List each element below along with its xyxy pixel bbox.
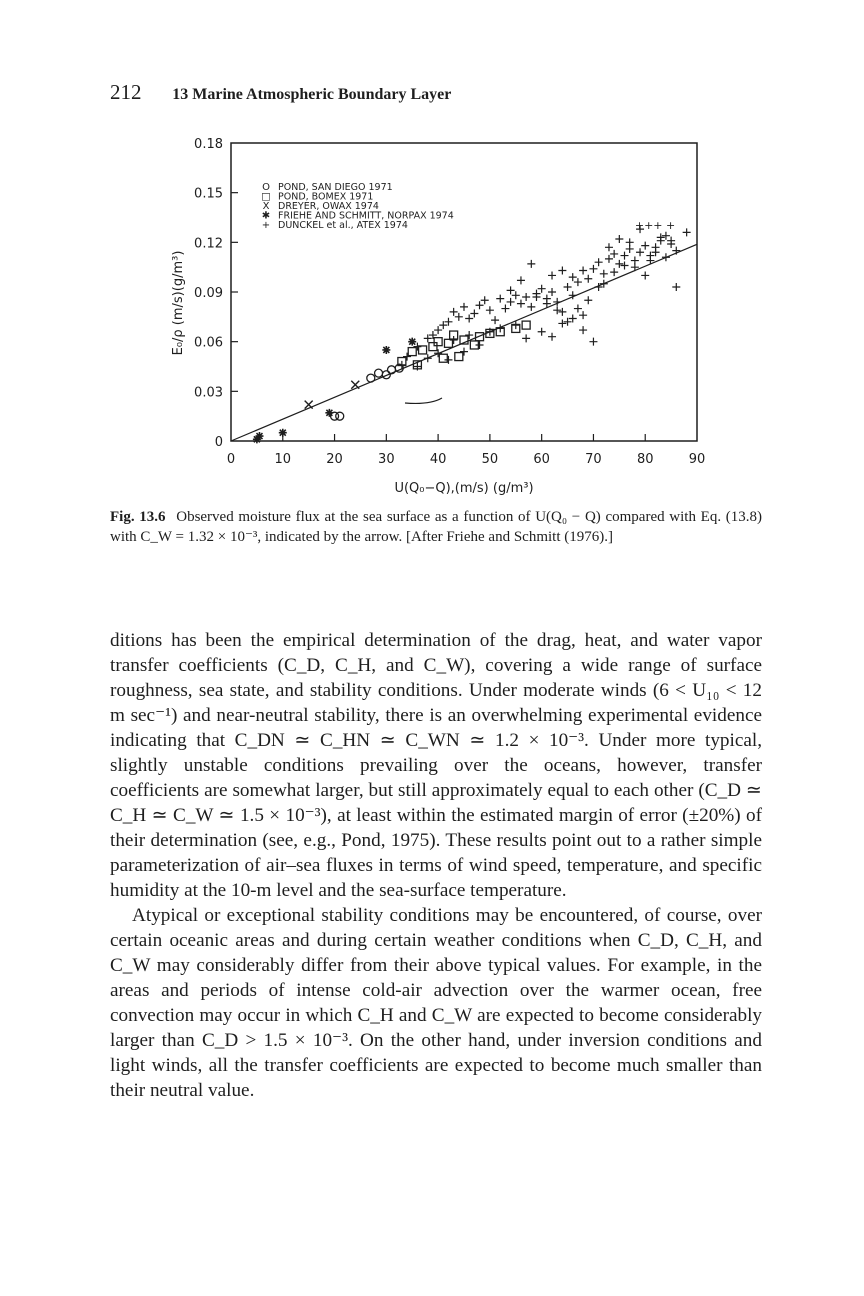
- y-tick-label: 0.06: [194, 335, 223, 351]
- square-marker: [455, 353, 463, 361]
- circle-marker: [336, 412, 344, 420]
- plus-marker: [584, 275, 592, 283]
- plus-marker: [507, 286, 515, 294]
- plus-marker: [558, 266, 566, 274]
- plus-marker: [522, 293, 530, 301]
- plus-marker: [621, 252, 629, 260]
- x-tick-label: 60: [533, 452, 550, 467]
- plus-marker: [486, 306, 494, 314]
- legend-label: POND, BOMEX 1971: [278, 191, 374, 203]
- square-marker: [429, 343, 437, 351]
- plus-marker: [522, 334, 530, 342]
- plus-marker: [610, 250, 618, 258]
- square-marker: [434, 338, 442, 346]
- star-marker: [325, 409, 333, 417]
- plus-marker: [527, 303, 535, 311]
- plus-marker: [615, 260, 623, 268]
- y-tick-label: 0: [214, 435, 223, 450]
- plus-marker: [434, 326, 442, 334]
- x-tick-label: 50: [481, 452, 499, 467]
- fit-line: [231, 244, 697, 441]
- plus-marker: [507, 298, 515, 306]
- y-tick-label: 0.12: [194, 236, 223, 252]
- plus-marker: [672, 283, 680, 291]
- plus-marker: [558, 308, 566, 316]
- page-number: 212: [110, 80, 142, 104]
- legend-symbol: □: [261, 191, 271, 203]
- arrow-indicator: [405, 398, 442, 403]
- plus-marker: [460, 303, 468, 311]
- chapter-title: 13 Marine Atmospheric Boundary Layer: [172, 86, 452, 103]
- plus-marker: [538, 328, 546, 336]
- plus-marker: [548, 288, 556, 296]
- y-tick-label: 0.18: [194, 137, 223, 152]
- x-tick-label: 40: [429, 452, 447, 467]
- plus-marker: [662, 232, 670, 240]
- x-tick-label: 90: [688, 452, 706, 467]
- plus-marker: [403, 353, 411, 361]
- legend-label: DUNCKEL et al., ATEX 1974: [278, 220, 408, 231]
- plus-marker: [496, 295, 504, 303]
- plus-marker: [476, 301, 484, 309]
- plus-marker: [538, 285, 546, 293]
- plus-marker: [481, 296, 489, 304]
- plus-marker: [610, 268, 618, 276]
- y-tick-label: 0.03: [194, 385, 223, 401]
- plus-marker: [548, 333, 556, 341]
- plus-marker: [476, 341, 484, 349]
- plus-marker: [548, 271, 556, 279]
- plus-marker: [450, 308, 458, 316]
- plus-marker: [424, 354, 432, 362]
- plus-marker: [569, 273, 577, 281]
- plus-marker: [465, 314, 473, 322]
- legend-label: DREYER, OWAX 1974: [278, 201, 379, 212]
- plus-marker: [636, 248, 644, 256]
- plus-marker: [460, 348, 468, 356]
- plus-marker: [615, 235, 623, 243]
- plus-marker: [672, 247, 680, 255]
- star-marker: [382, 346, 390, 354]
- plus-marker: [641, 242, 649, 250]
- data-points: [253, 225, 691, 443]
- caption-text: Observed moisture flux at the sea surface as a function of U(Q₀ − Q) compared with Eq. (13.8) with C_W = 1.32 × 10⁻³, indicated by the arrow. [After Friehe and Schmitt (1976).]: [110, 509, 763, 545]
- plus-marker: [470, 310, 478, 318]
- plus-marker: [491, 316, 499, 324]
- plus-marker: [527, 260, 535, 268]
- x-axis: [227, 434, 705, 467]
- plus-marker: [558, 319, 566, 327]
- plus-marker: [579, 326, 587, 334]
- plus-marker: [641, 271, 649, 279]
- circle-marker: [367, 374, 375, 382]
- plus-marker: [517, 276, 525, 284]
- plus-marker: [683, 228, 691, 236]
- annotation: +++ +: [634, 219, 676, 233]
- plus-marker: [512, 291, 520, 299]
- plus-marker: [605, 255, 613, 263]
- plus-marker: [553, 306, 561, 314]
- plus-marker: [517, 300, 525, 308]
- scatter-chart: [0, 0, 864, 500]
- plus-marker: [600, 270, 608, 278]
- x-marker: [351, 381, 359, 389]
- x-tick-label: 70: [585, 452, 602, 467]
- plus-marker: [605, 243, 613, 251]
- body-text: [110, 628, 762, 1103]
- plus-marker: [584, 296, 592, 304]
- y-tick-label: 0.15: [194, 186, 223, 202]
- plus-marker: [564, 283, 572, 291]
- x-tick-label: 0: [226, 452, 236, 467]
- square-marker: [439, 354, 447, 362]
- legend-symbol: ✱: [261, 210, 271, 222]
- x-tick-label: 80: [636, 452, 654, 467]
- plus-marker: [595, 258, 603, 266]
- legend-symbol: +: [261, 220, 271, 231]
- plus-marker: [579, 311, 587, 319]
- y-axis-label: E₀/ρ (m/s)(g/m³): [171, 250, 186, 356]
- plus-marker: [589, 265, 597, 273]
- plus-marker: [662, 253, 670, 261]
- plus-marker: [626, 238, 634, 246]
- plus-marker: [455, 313, 463, 321]
- plus-marker: [574, 278, 582, 286]
- circle-marker: [375, 369, 383, 377]
- plus-marker: [621, 262, 629, 270]
- square-marker: [408, 348, 416, 356]
- legend: [261, 182, 454, 231]
- legend-label: POND, SAN DIEGO 1971: [278, 182, 393, 193]
- plus-marker: [450, 336, 458, 344]
- x-tick-label: 20: [326, 452, 343, 467]
- star-marker: [408, 338, 416, 346]
- legend-symbol: O: [262, 182, 270, 193]
- x-axis-label: U(Q₀−Q),(m/s) (g/m³): [394, 481, 534, 496]
- x-tick-label: 30: [378, 452, 395, 467]
- star-marker: [279, 429, 287, 437]
- figure-caption: [110, 507, 762, 547]
- square-marker: [522, 321, 530, 329]
- x-tick-label: 10: [274, 452, 292, 467]
- figure-label: Fig. 13.6: [110, 509, 166, 525]
- plus-marker: [465, 331, 473, 339]
- legend-symbol: X: [262, 201, 270, 212]
- y-tick-label: 0.09: [194, 286, 223, 301]
- star-marker: [255, 432, 263, 440]
- paragraph-1: ditions has been the empirical determination of the drag, heat, and water vapor transfer coefficients (C_D, C_H, and C_W), covering a wide range of surface roughness, sea state, and stability conditions. Under moderate winds (6 < U₁₀ < 12 m sec⁻¹) and near-neutral stability, there is an overwhelming experimental evidence indicating that C_DN ≃ C_HN ≃ C_WN ≃ 1.2 × 10⁻³. Under more typical, slightly unstable conditions prevailing over the oceans, however, transfer coefficients are somewhat larger, but still approximately equal to each other (C_D ≃ C_H ≃ C_W ≃ 1.5 × 10⁻³), at least within the estimated margin of error (±20%) of their determination (see, e.g., Pond, 1975). These results point out to a rather simple parameterization of air–sea fluxes in terms of wind speed, temperature, and specific humidity at the 10-m level and the sea-surface temperature.: [110, 630, 762, 901]
- plus-marker: [579, 266, 587, 274]
- plus-marker: [574, 305, 582, 313]
- x-marker: [305, 401, 313, 409]
- plus-marker: [501, 305, 509, 313]
- legend-label: FRIEHE AND SCHMITT, NORPAX 1974: [278, 210, 454, 222]
- paragraph-2: Atypical or exceptional stability conditions may be encountered, of course, over certain oceanic areas and during certain weather conditions when C_D, C_H, and C_W may considerably differ from their above typical values. For example, in the areas and periods of intense cold-air advection over the warmer ocean, free convection may occur in which C_H and C_W are expected to become considerably larger than C_D > 1.5 × 10⁻³. On the other hand, under inversion conditions and light winds, all the transfer coefficients are expected to become much smaller than their neutral value.: [110, 905, 762, 1101]
- plus-marker: [589, 338, 597, 346]
